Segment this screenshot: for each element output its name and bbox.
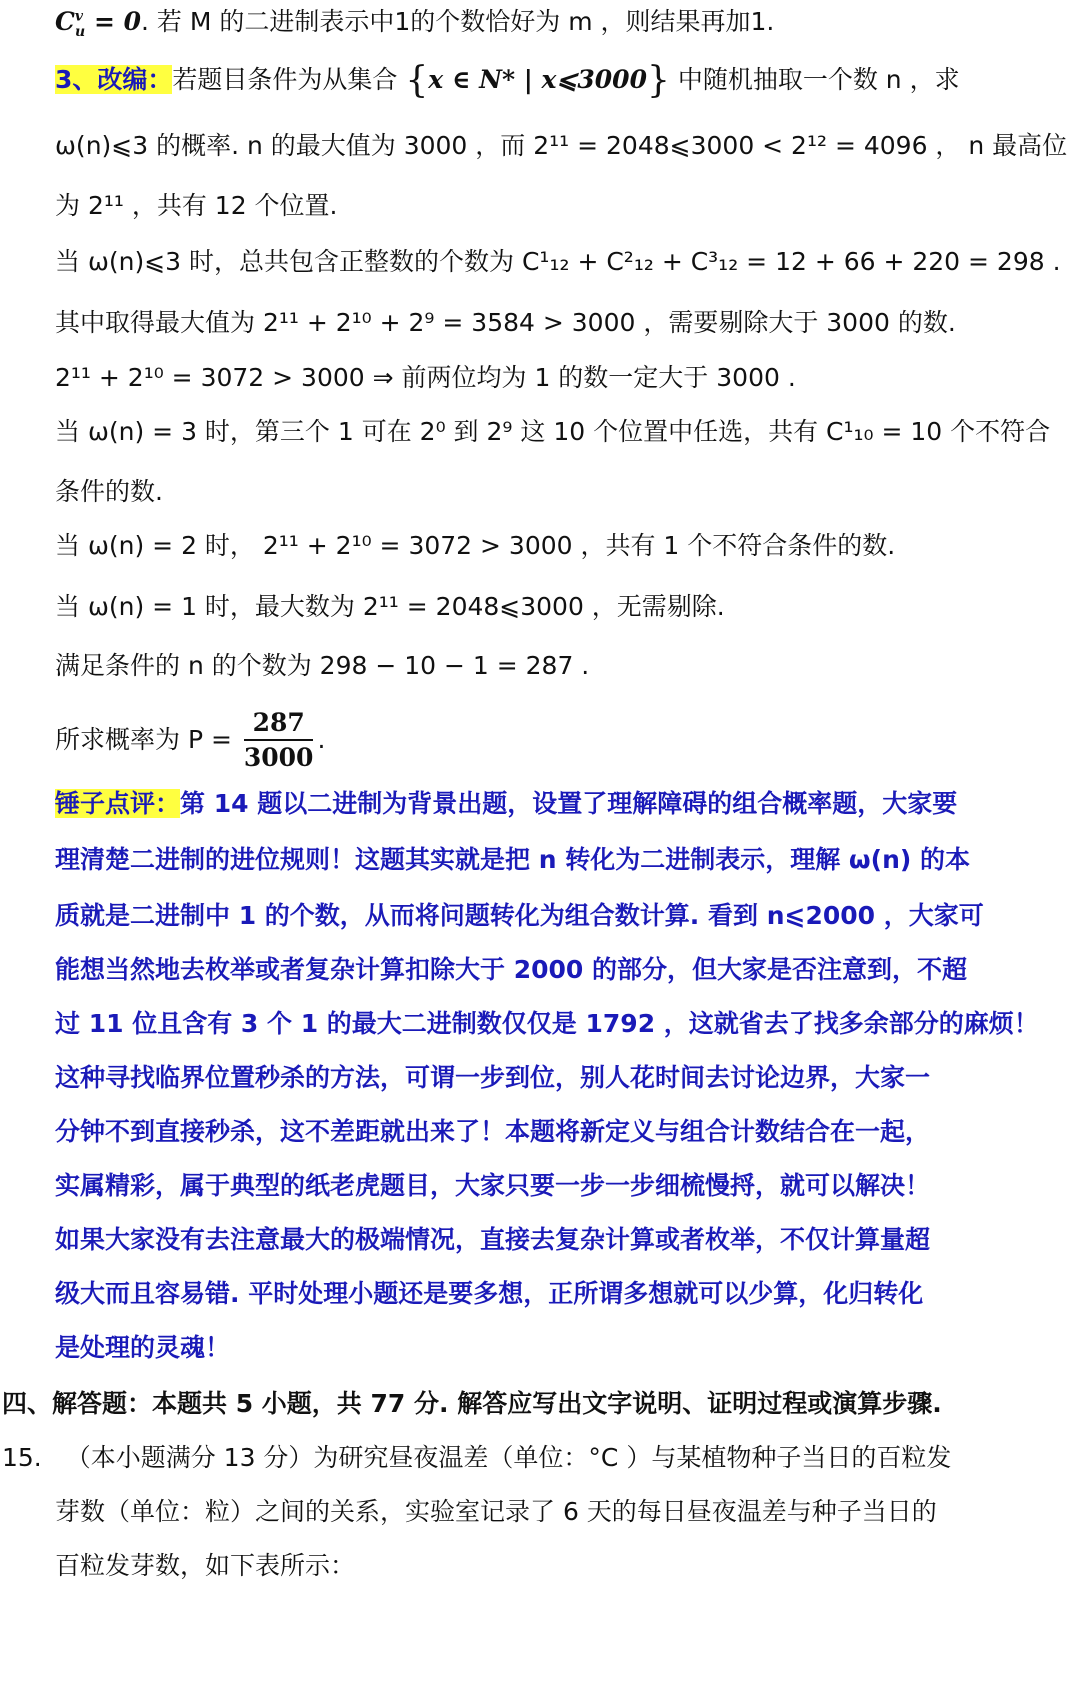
line-7: 当 ω(n) = 3 时，第三个 1 可在 2⁰ 到 2⁹ 这 10 个位置中任选，共有 C¹₁₀ = 10 个不符合 xyxy=(55,417,1051,446)
question-number: 15. xyxy=(2,1443,42,1472)
comment-line-4: 过 11 位且含有 3 个 1 的最大二进制数仅仅是 1792 ，这就省去了找多余部分的麻烦！ xyxy=(55,1009,1039,1038)
line-0 xyxy=(55,4,1080,44)
line-1-text-b: 中随机抽取一个数 n ，求 xyxy=(677,65,960,94)
line-6: 2¹¹ + 2¹⁰ = 3072 > 3000 ⇒ 前两位均为 1 的数一定大于 3000 . xyxy=(55,363,796,392)
line-11: 满足条件的 n 的个数为 298 − 10 − 1 = 287 . xyxy=(55,651,590,680)
comment-line-1: 理清楚二进制的进位规则！这题其实就是把 n 转化为二进制表示，理解 ω(n) 的本 xyxy=(55,845,970,874)
combination-formula: $C^v_u = 0$ xyxy=(55,7,141,40)
comment-line-5: 这种寻找临界位置秒杀的方法，可谓一步到位，别人花时间去讨论边界，大家一 xyxy=(55,1063,931,1092)
line-2: ω(n)⩽3 的概率. n 的最大值为 3000 ，而 2¹¹ = 2048⩽3000 < 2¹² = 4096 ， n 最高位 xyxy=(55,131,1068,160)
probability-fraction: $\frac{287}{3000}$ xyxy=(243,708,314,772)
set-expression: x ∈ N* | x⩽3000 xyxy=(428,65,647,94)
comment-line-9: 级大而且容易错. 平时处理小题还是要多想，正所谓多想就可以少算，化归转化 xyxy=(55,1279,924,1308)
comment-line-10: 是处理的灵魂！ xyxy=(55,1333,231,1362)
comment-line-3: 能想当然地去枚举或者复杂计算扣除大于 2000 的部分，但大家是否注意到，不超 xyxy=(55,955,967,984)
line-12: 所求概率为 P = $\frac{287}{3000}$ . xyxy=(55,700,1080,780)
line-9: 当 ω(n) = 2 时， 2¹¹ + 2¹⁰ = 3072 > 3000 ，共有 1 个不符合条件的数. xyxy=(55,531,896,560)
comment-line-8: 如果大家没有去注意最大的极端情况，直接去复杂计算或者枚举，不仅计算量超 xyxy=(55,1225,931,1254)
comment-label: 锤子点评： xyxy=(55,789,181,818)
line-10: 当 ω(n) = 1 时，最大数为 2¹¹ = 2048⩽3000 ，无需剔除. xyxy=(55,592,725,621)
comment-line-0: 锤子点评：第 14 题以二进制为背景出题，设置了理解障碍的组合概率题，大家要 xyxy=(55,789,958,818)
line-1: 3、改编：若题目条件为从集合 {x ∈ N* | x⩽3000} 中随机抽取一个数 n ，求 xyxy=(55,60,960,101)
comment-line-7: 实属精彩，属于典型的纸老虎题目，大家只要一步一步细梳慢捋，就可以解决！ xyxy=(55,1171,931,1200)
question-15-line-3: 百粒发芽数，如下表所示： xyxy=(55,1551,356,1580)
line-4: 当 ω(n)⩽3 时，总共包含正整数的个数为 C¹₁₂ + C²₁₂ + C³₁₂ = 12 + 66 + 220 = 298 . xyxy=(55,247,1061,276)
line-8: 条件的数. xyxy=(55,477,163,506)
line-1-text-a: 若题目条件为从集合 xyxy=(172,65,398,94)
comment-line-2: 质就是二进制中 1 的个数，从而将问题转化为组合数计算. 看到 n⩽2000 ，大家可 xyxy=(55,901,984,930)
line-0-text: . 若 M 的二进制表示中1的个数恰好为 m ，则结果再加1. xyxy=(141,7,775,36)
comment-line-6: 分钟不到直接秒杀，这不差距就出来了！本题将新定义与组合计数结合在一起， xyxy=(55,1117,931,1146)
line-5: 其中取得最大值为 2¹¹ + 2¹⁰ + 2⁹ = 3584 > 3000 ，需要剔除大于 3000 的数. xyxy=(55,308,956,337)
line-3: 为 2¹¹ ，共有 12 个位置. xyxy=(55,191,338,220)
question-15-line-1: 15. （本小题满分 13 分）为研究昼夜温差（单位：°C ）与某植物种子当日的百粒发 xyxy=(2,1443,952,1472)
section-heading: 四、解答题：本题共 5 小题，共 77 分. 解答应写出文字说明、证明过程或演算步骤. xyxy=(2,1389,942,1418)
question-15-line-2: 芽数（单位：粒）之间的关系，实验室记录了 6 天的每日昼夜温差与种子当日的 xyxy=(55,1497,937,1526)
adapted-label: 3、改编： xyxy=(55,65,173,94)
